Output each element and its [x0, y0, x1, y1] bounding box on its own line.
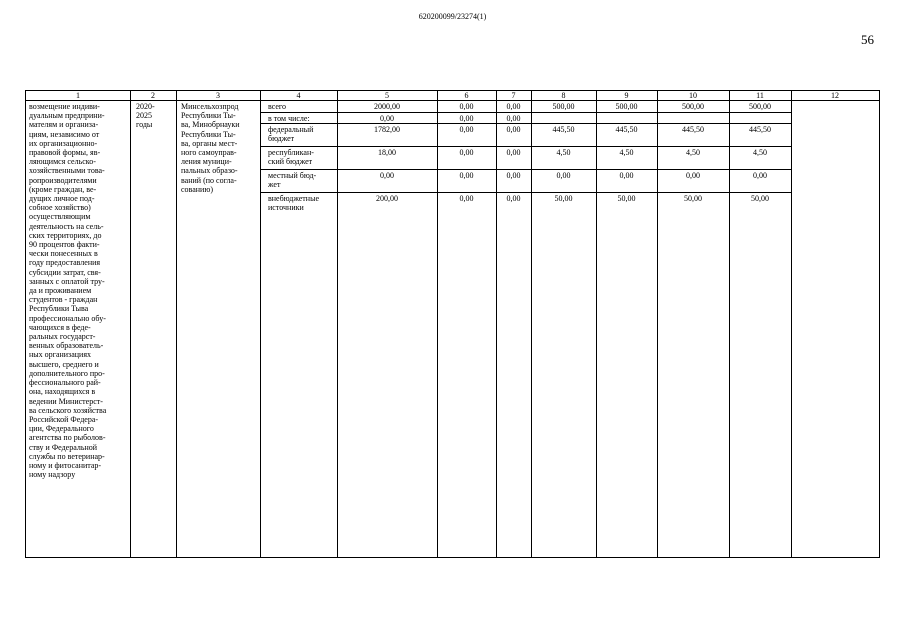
header-col-9: 9: [624, 91, 629, 100]
col-divider: [791, 91, 792, 557]
responsible-executors: Минсельхозпрод Республики Ты- ва, Минобрнауки Республики Ты- ва, органы мест- ного самоуправ- ления муници- пальных образо- ваний (по согла- сованию): [181, 102, 240, 194]
value-cell: 0,00: [459, 125, 474, 134]
value-cell: 0,00: [556, 171, 571, 180]
value-cell: 50,00: [751, 194, 769, 203]
source-label: в том числе:: [268, 114, 310, 123]
source-label: республикан- ский бюджет: [268, 148, 314, 167]
value-cell: 4,50: [753, 148, 767, 157]
value-cell: 445,50: [749, 125, 771, 134]
source-label: внебюджетные источники: [268, 194, 319, 213]
value-cell: 4,50: [556, 148, 571, 157]
col-divider: [176, 91, 177, 557]
value-cell: 445,50: [682, 125, 704, 134]
value-cell: 200,00: [376, 194, 398, 203]
header-col-6: 6: [464, 91, 469, 100]
value-cell: 0,00: [506, 125, 521, 134]
value-cell: 0,00: [686, 171, 700, 180]
col-divider: [260, 91, 261, 557]
col-divider: [130, 91, 131, 557]
value-cell: 0,00: [459, 114, 474, 123]
value-cell: 500,00: [552, 102, 575, 111]
value-cell: 0,00: [459, 148, 474, 157]
program-table: [25, 90, 880, 558]
value-cell: 0,00: [459, 194, 474, 203]
value-cell: 0,00: [506, 114, 521, 123]
document-id: 620200099/23274(1): [418, 12, 487, 21]
implementation-period: 2020- 2025 годы: [136, 102, 155, 130]
value-cell: 4,50: [686, 148, 700, 157]
header-col-2: 2: [151, 91, 155, 100]
measure-description: возмещение индиви- дуальным предприни- мателям и организа- циям, независимо от их организационно- правовой формы, яв- ляющимся сельско- хозяйственными това- ропроизводителями (кроме граждан, ве- дущих личное под- собное хозяйство) осуществляющим деятельность на сель- ских территориях, до 90 процентов факти- чески понесенных в году предоставления субсидии затрат, свя- занных с оплатой тру- да и проживанием студентов - граждан Республики Тыва профессионально обу- чающихся в феде- ральных государст- венных образователь- ных организациях высшего, среднего и дополнительного про- фессионального рай- она, находящихся в ведении Министерст- ва сельского хозяйства Российской Федера- ции, Федерального агентства по рыболов- ству и Федеральной службы по ветеринар- ному и фитосанитар- ному надзору: [29, 102, 107, 480]
value-cell: 0,00: [619, 171, 634, 180]
header-col-10: 10: [689, 91, 697, 100]
value-cell: 0,00: [380, 171, 394, 180]
header-col-5: 5: [385, 91, 389, 100]
value-cell: 445,50: [552, 125, 575, 134]
col-divider: [437, 91, 438, 557]
value-cell: 500,00: [615, 102, 638, 111]
value-cell: 18,00: [378, 148, 396, 157]
value-cell: 0,00: [459, 171, 474, 180]
value-cell: 445,50: [615, 125, 638, 134]
value-cell: 0,00: [506, 102, 521, 111]
value-cell: 0,00: [380, 114, 394, 123]
value-cell: 500,00: [682, 102, 704, 111]
value-cell: 4,50: [619, 148, 634, 157]
source-label: местный бюд- жет: [268, 171, 317, 190]
value-cell: 50,00: [684, 194, 702, 203]
page-number: 56: [861, 32, 874, 47]
col-divider: [337, 91, 338, 557]
header-col-3: 3: [216, 91, 220, 100]
col-divider: [729, 91, 730, 557]
row-divider: [260, 112, 791, 113]
row-divider: [260, 192, 791, 193]
value-cell: 0,00: [506, 171, 521, 180]
value-cell: 0,00: [506, 194, 521, 203]
value-cell: 50,00: [554, 194, 573, 203]
row-divider: [260, 169, 791, 170]
value-cell: 0,00: [459, 102, 474, 111]
row-divider: [260, 146, 791, 147]
col-divider: [596, 91, 597, 557]
col-divider: [496, 91, 497, 557]
value-cell: 0,00: [506, 148, 521, 157]
col-divider: [531, 91, 532, 557]
header-col-12: 12: [831, 91, 839, 100]
source-label: федеральный бюджет: [268, 125, 314, 144]
value-cell: 0,00: [753, 171, 767, 180]
header-col-8: 8: [561, 91, 566, 100]
value-cell: 50,00: [617, 194, 636, 203]
value-cell: 2000,00: [374, 102, 400, 111]
col-divider: [657, 91, 658, 557]
header-col-1: 1: [76, 91, 80, 100]
source-label: всего: [268, 102, 287, 111]
header-col-7: 7: [511, 91, 516, 100]
value-cell: 500,00: [749, 102, 771, 111]
value-cell: 1782,00: [374, 125, 400, 134]
header-col-4: 4: [296, 91, 301, 100]
header-col-11: 11: [756, 91, 764, 100]
